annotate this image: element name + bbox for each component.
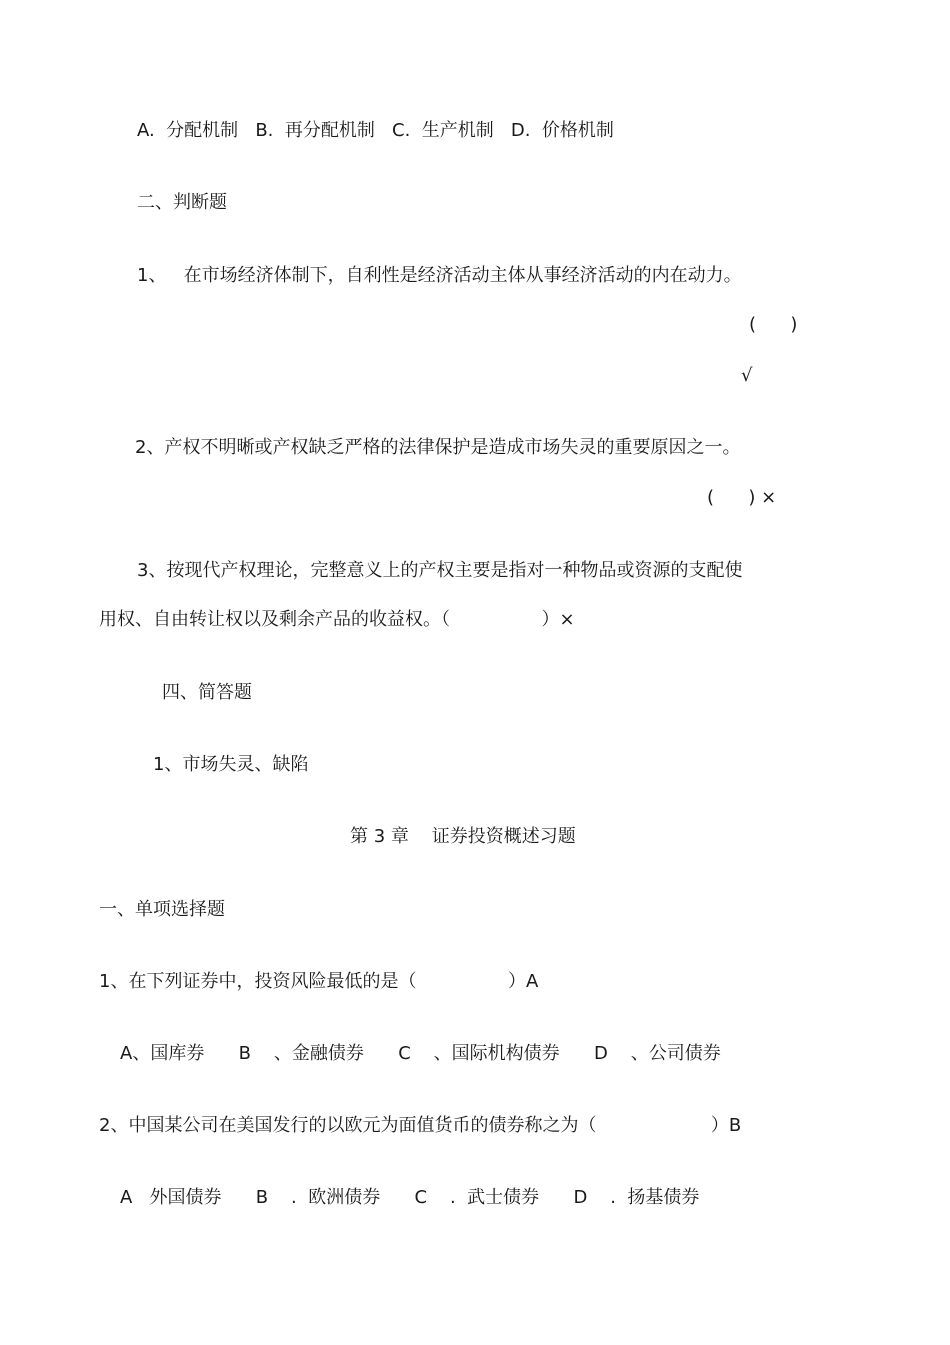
judgment-item-1-text: 1、 在市场经济体制下，自利性是经济活动主体从事经济活动的内在动力。 [137, 265, 742, 286]
section-short-answer-title: 四、简答题 [162, 682, 252, 703]
judgment-item-2-text: 2、产权不明晰或产权缺乏严格的法律保护是造成市场失灵的重要原因之一。 [135, 437, 741, 458]
question-2-stem: 2、中国某公司在美国发行的以欧元为面值货币的债券称之为（ ）B [99, 1115, 742, 1136]
judgment-item-2-answer: ( ) × [707, 487, 777, 508]
short-answer-item-1: 1、市场失灵、缺陷 [153, 754, 309, 775]
judgment-item-1-answer: √ [741, 365, 753, 386]
section-single-choice-title: 一、单项选择题 [99, 899, 225, 920]
prev-question-options: A. 分配机制 B. 再分配机制 C. 生产机制 D. 价格机制 [137, 120, 614, 141]
question-2-options: A 外国债券 B . 欧洲债券 C . 武士债券 D . 扬基债券 [120, 1187, 700, 1208]
section-judgment-title: 二、判断题 [137, 192, 227, 213]
judgment-item-1-paren: ( ) [749, 314, 798, 335]
question-1-options: A、国库券 B 、金融债券 C 、国际机构债券 D 、公司债券 [120, 1043, 721, 1064]
judgment-item-3-text-line2: 用权、自由转让权以及剩余产品的收益权。（ ）× [99, 609, 575, 630]
chapter-title: 第 3 章 证券投资概述习题 [350, 826, 576, 847]
question-1-stem: 1、在下列证券中，投资风险最低的是（ ）A [99, 971, 539, 992]
judgment-item-3-text-line1: 3、按现代产权理论，完整意义上的产权主要是指对一种物品或资源的支配使 [137, 560, 743, 581]
